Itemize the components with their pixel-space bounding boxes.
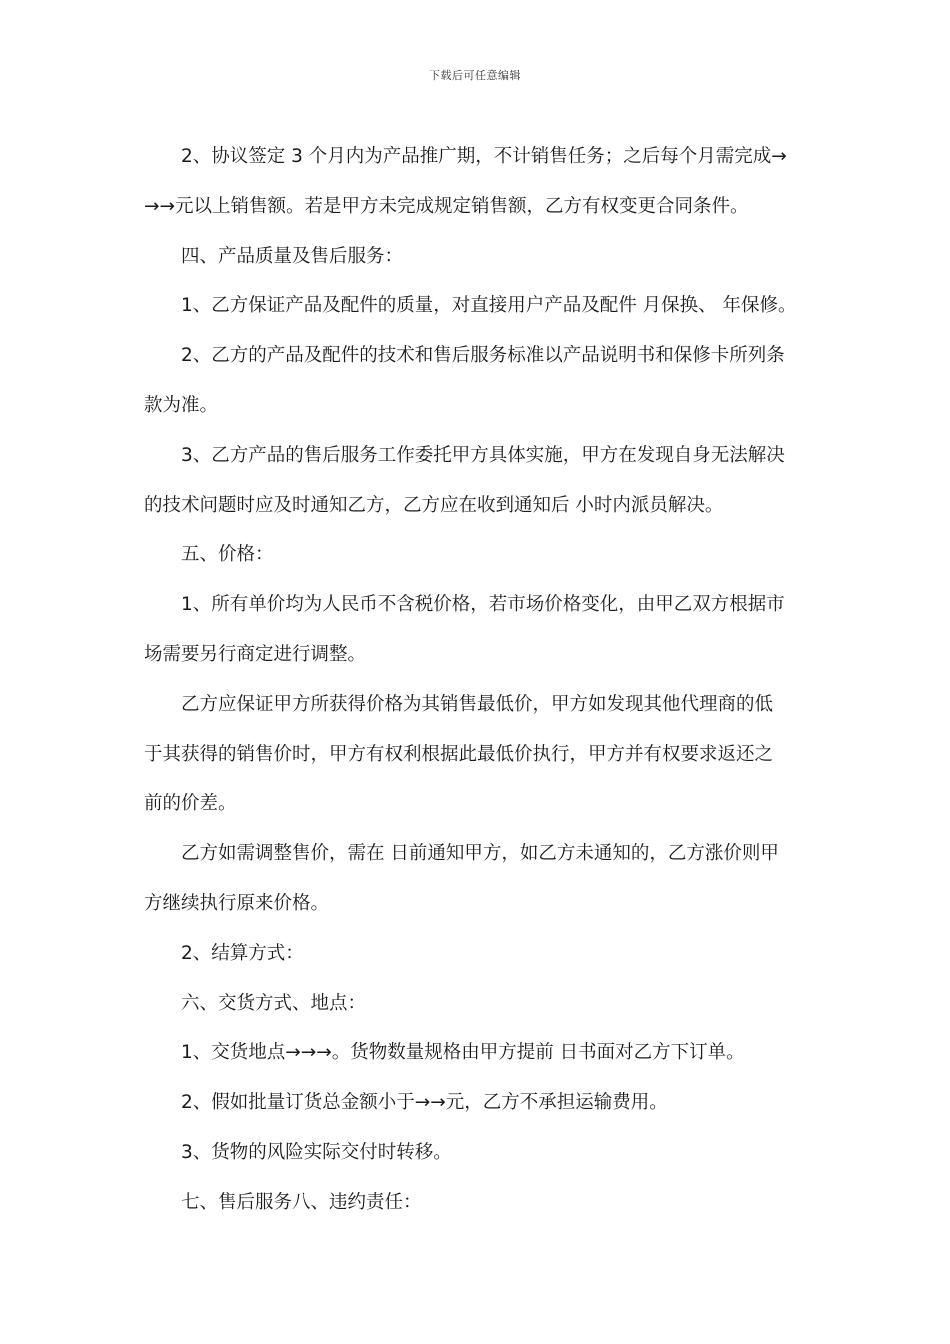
document-body — [144, 132, 808, 1228]
paragraph-line: 七、售后服务八、违约责任： — [181, 1191, 422, 1213]
paragraph-promotion-period — [144, 132, 808, 232]
paragraph-lowest-price — [144, 680, 808, 829]
page-header: 下载后可任意编辑 — [429, 69, 521, 82]
paragraph-quality-guarantee — [144, 281, 808, 331]
paragraph-line: 的技术问题时应及时通知乙方，乙方应在收到通知后 小时内派员解决。 — [144, 494, 724, 516]
section-heading-price — [144, 530, 808, 580]
paragraph-line: 2、协议签定 3 个月内为产品推广期，不计销售任务；之后每个月需完成→ — [181, 146, 787, 167]
section-heading-delivery — [144, 979, 808, 1029]
paragraph-service-delegation — [144, 431, 808, 531]
paragraph-line: 五、价格： — [181, 544, 274, 566]
paragraph-price-adjustment — [144, 829, 808, 929]
section-heading-quality — [144, 232, 808, 282]
paragraph-risk-transfer — [144, 1128, 808, 1178]
paragraph-line: 2、假如批量订货总金额小于→→元，乙方不承担运输费用。 — [181, 1092, 668, 1114]
paragraph-line: 前的价差。 — [144, 793, 237, 815]
paragraph-line: 四、产品质量及售后服务： — [181, 245, 404, 267]
paragraph-line: 六、交货方式、地点： — [181, 992, 367, 1014]
paragraph-service-standard — [144, 331, 808, 431]
paragraph-unit-price — [144, 580, 808, 680]
paragraph-line: 乙方如需调整售价，需在 日前通知甲方，如乙方未通知的，乙方涨价则甲 — [181, 843, 779, 865]
paragraph-line: 场需要另行商定进行调整。 — [144, 643, 367, 665]
paragraph-line: 1、所有单价均为人民币不含税价格，若市场价格变化，由甲乙双方根据市 — [181, 594, 785, 616]
paragraph-line: 乙方应保证甲方所获得价格为其销售最低价，甲方如发现其他代理商的低 — [181, 693, 774, 715]
paragraph-line: 2、乙方的产品及配件的技术和售后服务标准以产品说明书和保修卡所列条 — [181, 345, 785, 367]
paragraph-delivery-location — [144, 1028, 808, 1078]
paragraph-settlement — [144, 929, 808, 979]
paragraph-line: →→元以上销售额。若是甲方未完成规定销售额，乙方有权变更合同条件。 — [144, 195, 749, 217]
paragraph-transport-cost — [144, 1078, 808, 1128]
paragraph-line: 1、交货地点→→→。货物数量规格由甲方提前 日书面对乙方下订单。 — [181, 1042, 745, 1064]
section-heading-after-sales-liability — [144, 1178, 808, 1228]
paragraph-line: 3、乙方产品的售后服务工作委托甲方具体实施，甲方在发现自身无法解决 — [181, 444, 785, 466]
paragraph-line: 于其获得的销售价时，甲方有权利根据此最低价执行，甲方并有权要求返还之 — [144, 743, 774, 765]
paragraph-line: 款为准。 — [144, 394, 219, 416]
paragraph-line: 2、结算方式： — [181, 942, 304, 964]
paragraph-line: 3、货物的风险实际交付时转移。 — [181, 1141, 452, 1163]
paragraph-line: 1、乙方保证产品及配件的质量，对直接用户产品及配件 月保换、 年保修。 — [181, 295, 797, 317]
paragraph-line: 方继续执行原来价格。 — [144, 892, 330, 914]
